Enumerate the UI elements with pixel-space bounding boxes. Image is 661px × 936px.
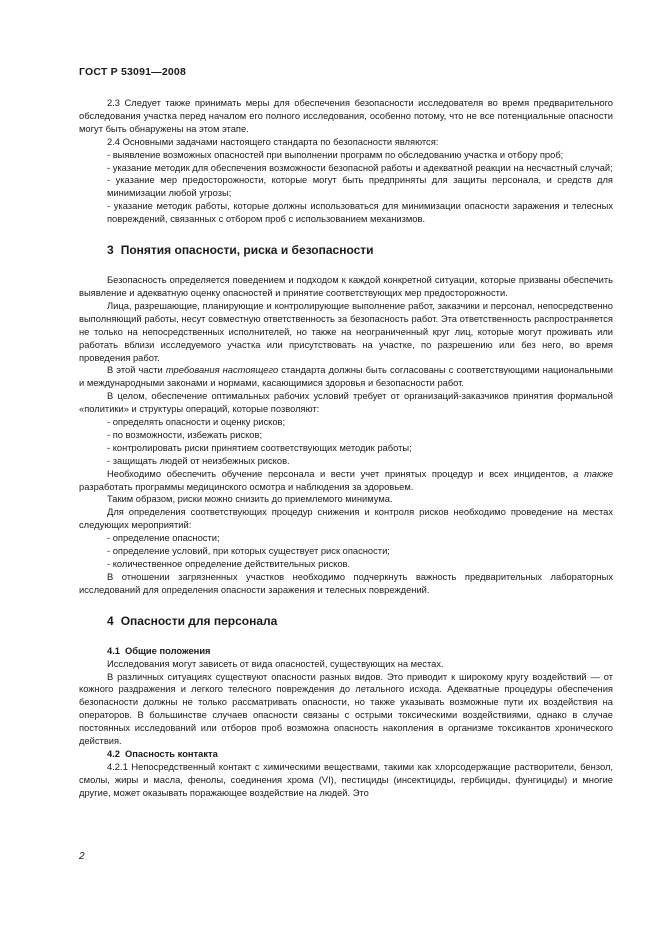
list-item: - указание методик для обеспечения возможности безопасной работы и адекватной реакции на несчастный случай;	[107, 162, 613, 173]
subsection-4-2-heading	[107, 748, 613, 761]
paragraph-2-4: 2.4 Основными задачами настоящего стандарта по безопасности являются:	[107, 136, 439, 147]
list-item: - контролировать риски принятием соответствующих методик работы;	[107, 442, 412, 453]
paragraph: В целом, обеспечение оптимальных рабочих условий требует от организаций-заказчиков принятия формальной «политики» и структуры операций, которые позволяют:	[79, 391, 613, 415]
subsection-title: Опасность контакта	[125, 748, 218, 759]
document-code-header: ГОСТ Р 53091—2008	[79, 66, 187, 78]
list-item: - выявление возможных опасностей при выполнении программ по обследованию участка и отбору проб;	[107, 149, 564, 160]
section-3-heading	[107, 243, 613, 258]
list-item: - указание методик работы, которые должны использоваться для минимизации опасности заражения и телесных повреждений, связанных с отбором проб с использованием механизмов.	[107, 201, 613, 225]
list-item: - определение условий, при которых существует риск опасности;	[107, 546, 390, 557]
list-item: - количественное определение действительных рисков.	[107, 559, 351, 569]
subsection-number: 4.2	[107, 748, 120, 759]
section-number: 3	[107, 243, 114, 258]
list-item: - защищать людей от неизбежных рисков.	[107, 455, 290, 466]
paragraph-2-3: 2.3 Следует также принимать меры для обеспечения безопасности исследователя во время предварительного обследования участка перед началом его полного исследования, особенно потому, что не все потенциальные опасности могут быть обнаружены на этом этапе.	[79, 98, 613, 134]
paragraph: Таким образом, риски можно снизить до приемлемого минимума.	[107, 494, 393, 505]
subsection-title: Общие положения	[125, 645, 211, 656]
page-number: 2	[79, 851, 85, 862]
paragraph: Исследования могут зависеть от вида опасностей, существующих на местах.	[107, 658, 444, 669]
list-item: - указание мер предосторожности, которые могут быть предприняты для защиты персонала, и средств для минимизации любой угрозы;	[107, 175, 613, 199]
paragraph: Для определения соответствующих процедур снижения и контроля рисков необходимо проведение на местах следующих мероприятий:	[79, 507, 613, 531]
section-number: 4	[107, 613, 114, 628]
list-item: - по возможности, избежать рисков;	[107, 429, 263, 440]
list-item: - определение опасности;	[107, 533, 220, 544]
paragraph: Необходимо обеспечить обучение персонала и вести учет принятых процедур и всех инцидентов, а также разработать программы медицинского осмотра и наблюдения за здоровьем.	[79, 468, 613, 492]
paragraph: Безопасность определяется поведением и подходом к каждой конкретной ситуации, которые призваны обеспечить выявление и адекватную оценку опасностей и принятие соответствующих мер предосторожности.	[79, 275, 613, 298]
section-title: Понятия опасности, риска и безопасности	[120, 243, 374, 258]
section-title: Опасности для персонала	[120, 613, 278, 628]
section-4-heading	[107, 614, 613, 629]
list-item: - определять опасности и оценку рисков;	[107, 417, 286, 428]
subsection-number: 4.1	[107, 645, 120, 656]
paragraph: Лица, разрешающие, планирующие и контролирующие выполнение работ, заказчики и персонал, непосредственно выполняющий работы, несут совместную ответственность за безопасность работ. Эта ответственность распространяется не только на непосредственных исполнителей, но также на неограниченный круг лиц, которые могут проживать или работать вблизи исследуемого участка или присутствовать на участке, по разрешению или без него, во время проведения работ.	[79, 300, 613, 363]
paragraph: В различных ситуациях существуют опасности разных видов. Это приводит к широкому кругу воздействий — от кожного раздражения и легкого телесного повреждения до летального исхода. Адекватные процедуры обеспечения безопасности должны не только рассматривать опасности, но также указывать возможные пути их воздействия на операторов. В большинстве случаев опасности связаны с острыми токсическими воздействиями, однако в случае постоянных исследований или отборов проб возможна опасность накопления в организме токсикантов хронического действия.	[79, 671, 613, 747]
paragraph: В отношении загрязненных участков необходимо подчеркнуть важность предварительных лабораторных исследований для определения опасности заражения и телесных повреждений.	[79, 571, 613, 595]
paragraph-4-2-1: 4.2.1 Непосредственный контакт с химическими веществами, такими как хлорсодержащие растворители, бензол, смолы, жиры и масла, фенолы, соединения хрома (VI), пестициды (инсектициды, гербициды, фунгициды) и многие другие, может оказывать поражающее воздействие на людей. Это	[79, 761, 613, 798]
paragraph: В этой части требования настоящего стандарта должны быть согласованы с соответствующими национальными и международными законами и нормами, касающимися здоровья и безопасности работ.	[79, 365, 613, 389]
subsection-4-1-heading	[107, 645, 613, 658]
document-body	[79, 97, 613, 800]
